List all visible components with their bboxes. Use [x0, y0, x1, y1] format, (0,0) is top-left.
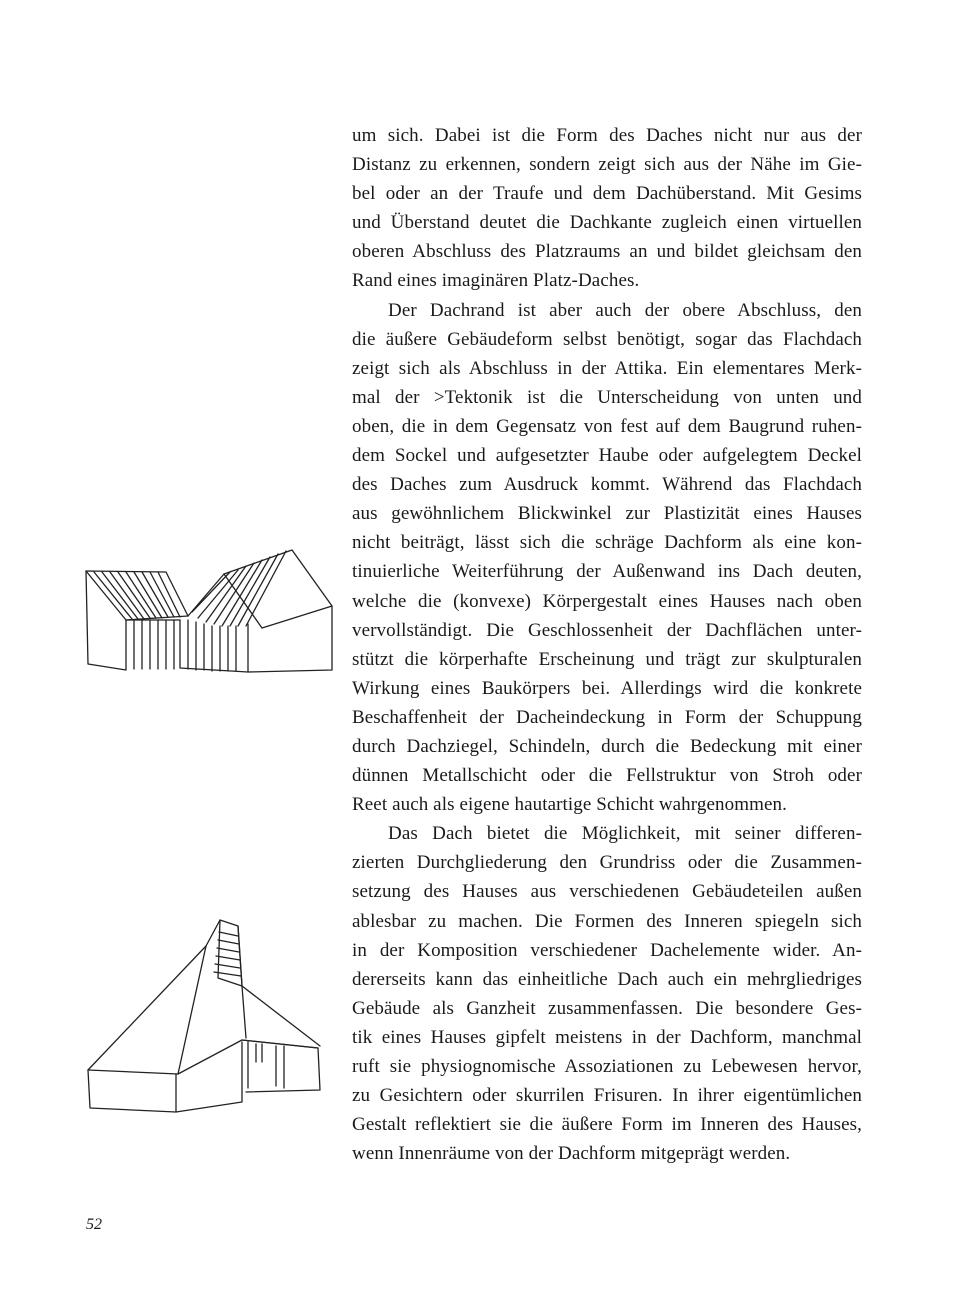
text-line: Der Dachrand ist aber auch der obere Abschluss, den	[388, 299, 862, 321]
text-line: und Überstand deutet die Dachkante zugleich einen virtuellen	[352, 212, 862, 234]
text-line: bel oder an der Traufe und dem Dachüberstand. Mit Gesims	[352, 183, 862, 205]
text-line: die äußere Gebäudeform selbst benötigt, sogar das Flachdach	[352, 328, 862, 350]
text-line: dünnen Metallschicht oder die Fellstruktur von Stroh oder	[352, 765, 862, 787]
text-line: Rand eines imaginären Platz-Daches.	[352, 270, 640, 292]
text-line: zeigt sich als Abschluss in der Attika. Ein elementares Merk-	[352, 357, 862, 379]
text-line: Beschaffenheit der Dacheindeckung in Form der Schuppung	[352, 706, 862, 728]
gabled-houses-sketch	[80, 540, 340, 680]
text-line: um sich. Dabei ist die Form des Daches nicht nur aus der	[352, 125, 862, 146]
text-line: welche die (konvexe) Körpergestalt eines Hauses nach oben	[352, 590, 862, 612]
text-line: ablesbar zu machen. Die Formen des Inneren spiegeln sich	[352, 910, 862, 932]
text-line: Distanz zu erkennen, sondern zeigt sich aus der Nähe im Gie-	[352, 154, 862, 176]
text-line: aus gewöhnlichem Blickwinkel zur Plastizität eines Hauses	[352, 503, 862, 525]
text-line: dererseits kann das einheitliche Dach auch ein mehrgliedriges	[352, 968, 862, 990]
text-line: tik eines Hauses gipfelt meistens in der Dachform, manchmal	[352, 1026, 862, 1048]
text-line: ruft sie physiognomische Assoziationen zu Lebewesen hervor,	[352, 1056, 862, 1077]
text-line: vervollständigt. Die Geschlossenheit der Dachflächen unter-	[352, 619, 862, 641]
text-line: Das Dach bietet die Möglichkeit, mit seiner differen-	[388, 823, 862, 845]
text-line: nicht beiträgt, lässt sich die schräge Dachform als eine kon-	[352, 532, 862, 554]
pyramid-roof-house-sketch	[80, 912, 330, 1117]
text-line: dem Sockel und aufgesetzter Haube oder aufgelegtem Deckel	[352, 445, 862, 467]
text-line: wenn Innenräume von der Dachform mitgeprägt werden.	[352, 1143, 791, 1165]
text-line: Gestalt reflektiert sie die äußere Form im Inneren des Hauses,	[352, 1114, 862, 1136]
text-line: setzung des Hauses aus verschiedenen Gebäudeteilen außen	[352, 881, 862, 903]
text-line: Gebäude als Ganzheit zusammenfassen. Die besondere Ges-	[352, 997, 862, 1019]
text-line: zierten Durchgliederung den Grundriss oder die Zusammen-	[352, 852, 862, 874]
text-line: in der Komposition verschiedener Dachelemente wider. An-	[352, 939, 862, 961]
text-line: Reet auch als eigene hautartige Schicht wahrgenommen.	[352, 794, 787, 816]
text-line: tinuierliche Weiterführung der Außenwand ins Dach deuten,	[352, 561, 862, 583]
text-line: Wirkung eines Baukörpers bei. Allerdings wird die konkrete	[352, 677, 862, 699]
text-line: oberen Abschluss des Platzraums an und bildet gleichsam den	[352, 241, 862, 263]
text-line: zu Gesichtern oder skurrilen Frisuren. In ihrer eigentümlichen	[352, 1085, 862, 1107]
text-line: mal der >Tektonik ist die Unterscheidung von unten und	[352, 386, 862, 408]
page-number: 52	[86, 1216, 102, 1233]
text-line: oben, die in dem Gegensatz von fest auf dem Baugrund ruhen-	[352, 415, 862, 437]
text-line: durch Dachziegel, Schindeln, durch die Bedeckung mit einer	[352, 735, 862, 757]
text-line: stützt die körperhafte Erscheinung und trägt zur skulpturalen	[352, 648, 862, 670]
text-line: des Daches zum Ausdruck kommt. Während das Flachdach	[352, 474, 862, 496]
body-text	[352, 121, 862, 1168]
